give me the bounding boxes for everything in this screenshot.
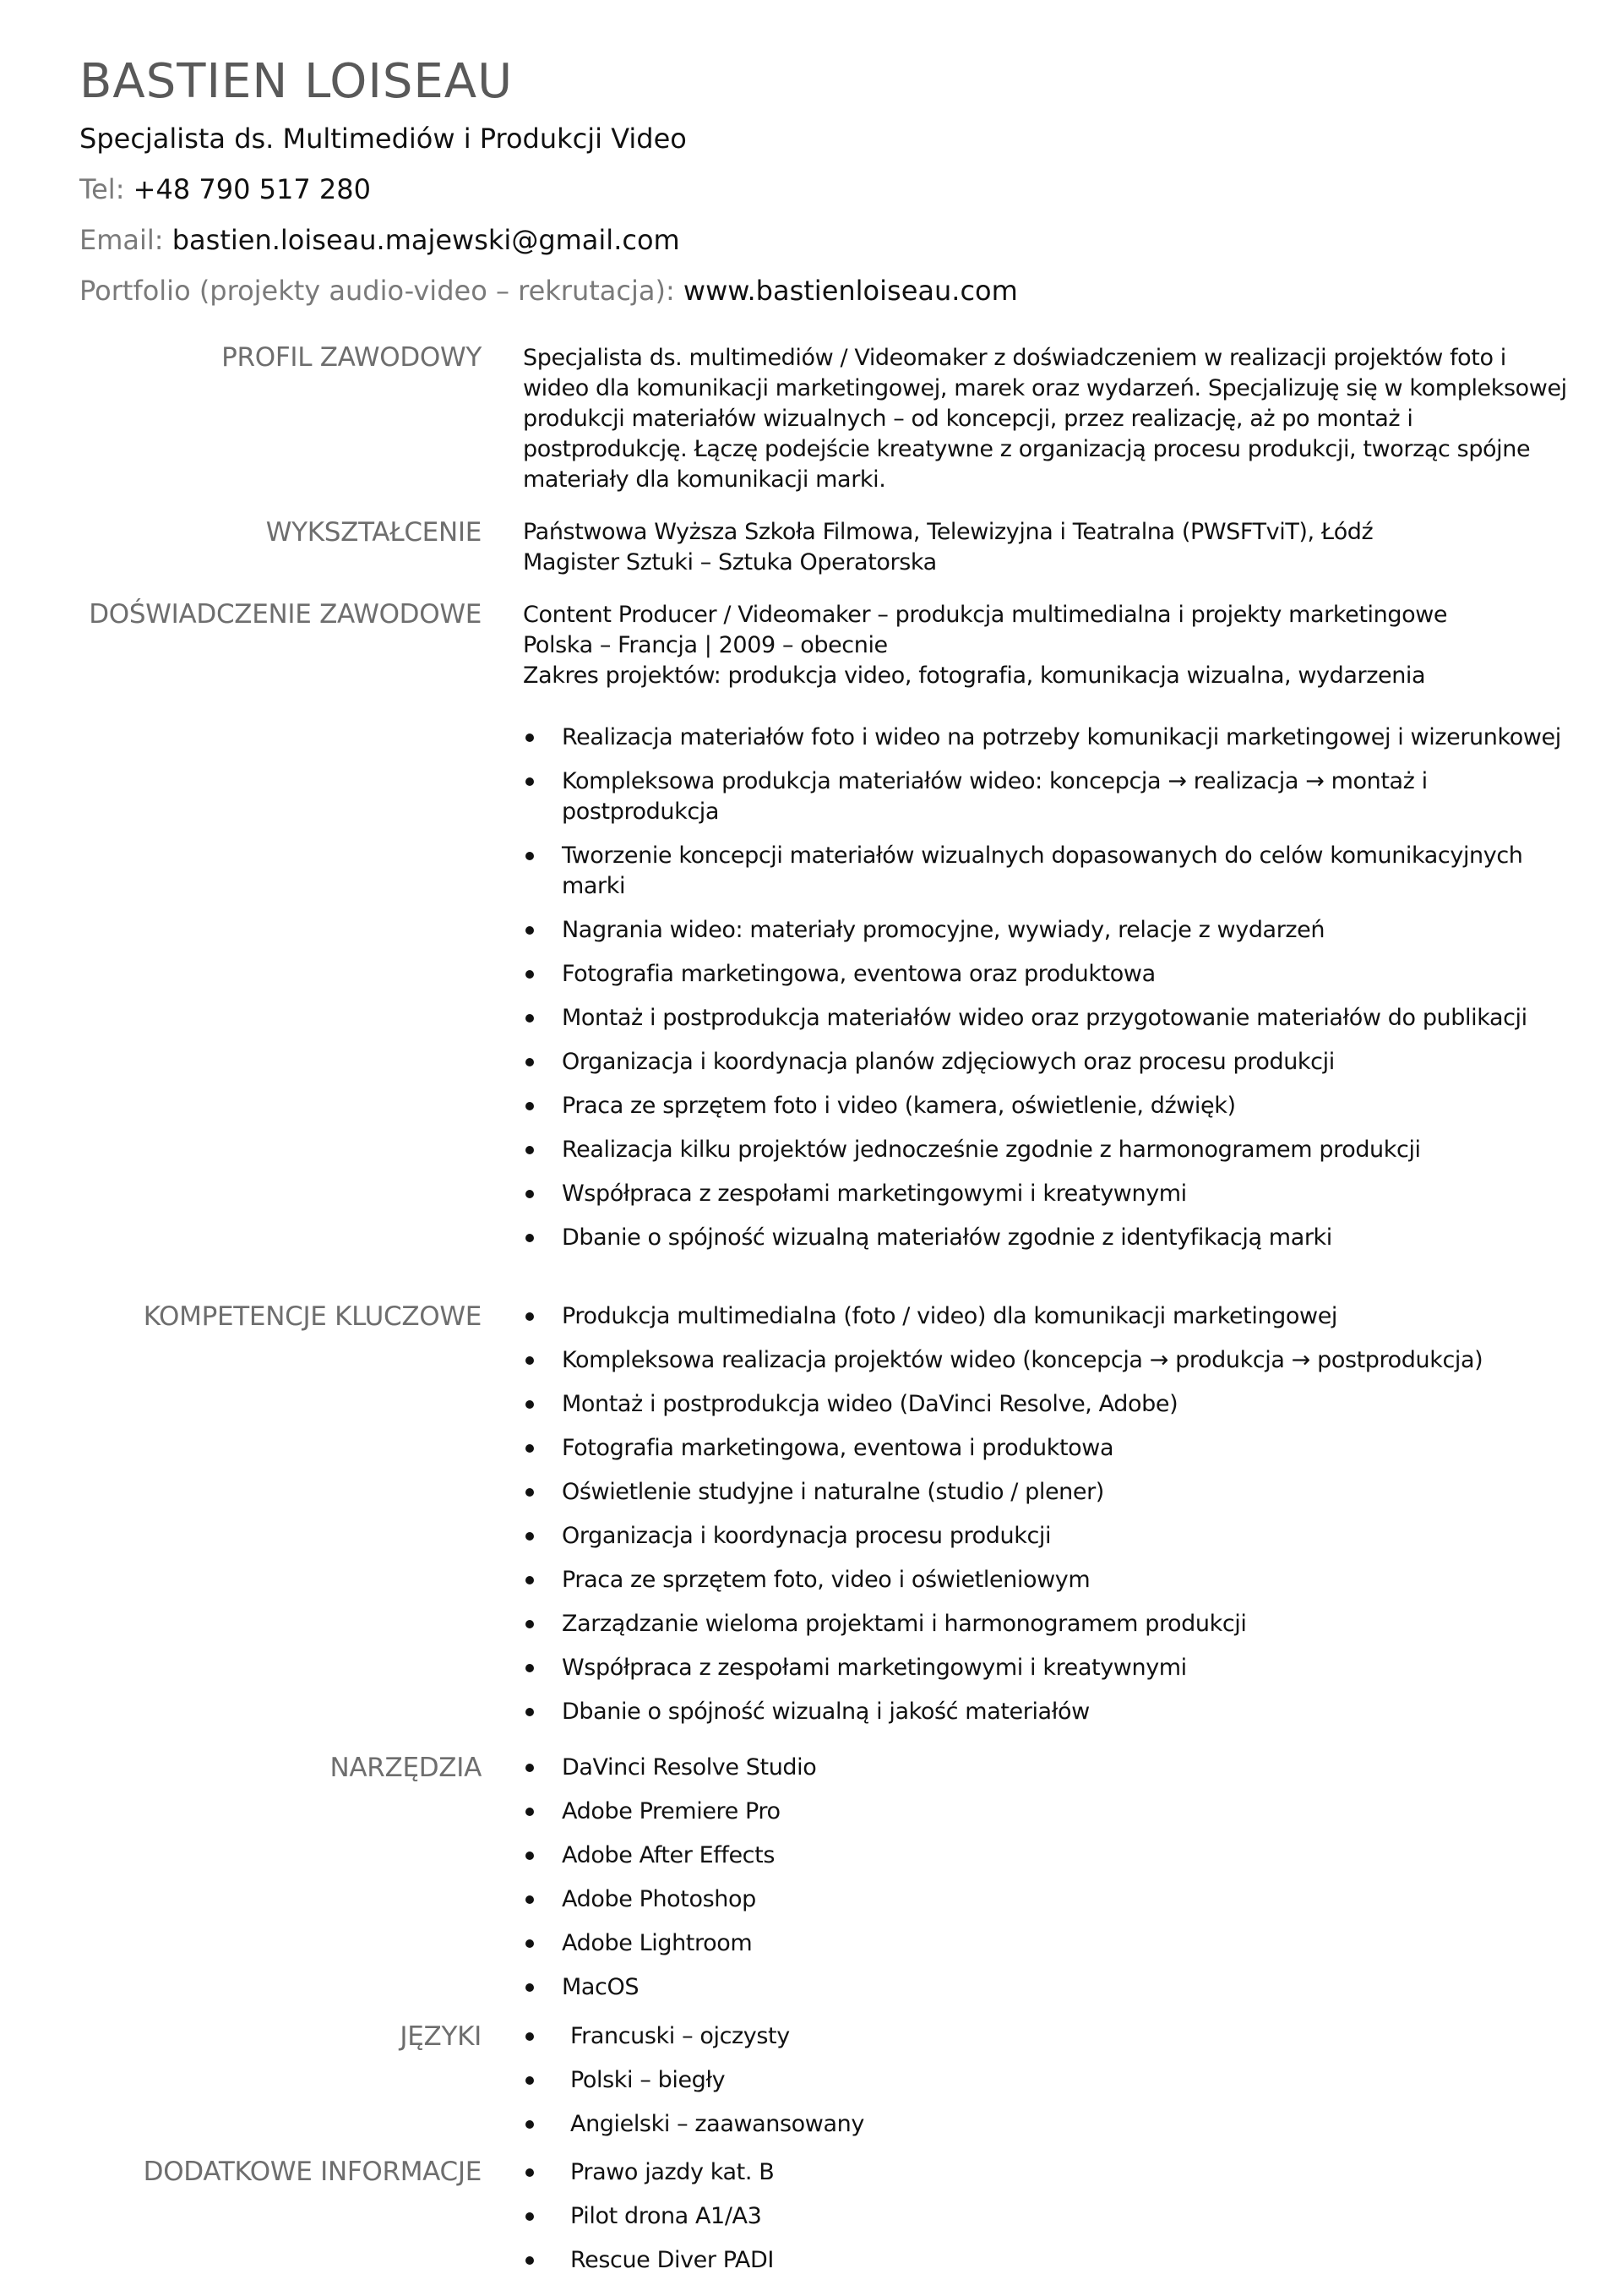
experience-list (523, 723, 1570, 1267)
education-degree: Magister Sztuki – Sztuka Operatorska (523, 549, 937, 575)
additional-list (523, 2157, 1570, 2289)
list-item: Fotografia marketingowa, eventowa oraz produktowa (523, 959, 1570, 990)
list-item: Współpraca z zespołami marketingowymi i kreatywnymi (523, 1179, 1570, 1209)
list-item: Nagrania wideo: materiały promocyjne, wywiady, relacje z wydarzeń (523, 915, 1570, 946)
section-title-education: WYKSZTAŁCENIE (265, 517, 482, 548)
phone-value[interactable]: +48 790 517 280 (133, 173, 371, 205)
section-title-tools: NARZĘDZIA (329, 1753, 482, 1783)
list-item: Tworzenie koncepcji materiałów wizualnych dopasowanych do celów komunikacyjnych marki (523, 841, 1570, 902)
list-item: Adobe Premiere Pro (523, 1797, 1570, 1827)
section-title-competencies: KOMPETENCJE KLUCZOWE (143, 1301, 482, 1332)
list-item: Praca ze sprzętem foto i video (kamera, oświetlenie, dźwięk) (523, 1091, 1570, 1121)
list-item: Oświetlenie studyjne i naturalne (studio / plener) (523, 1477, 1570, 1508)
education-school: Państwowa Wyższa Szkoła Filmowa, Telewizyjna i Teatralna (PWSFTviT), Łódź (523, 519, 1374, 545)
job-title: Specjalista ds. Multimediów i Produkcji Video (79, 123, 687, 155)
list-item: Współpraca z zespołami marketingowymi i kreatywnymi (523, 1653, 1570, 1683)
experience-header (523, 600, 1570, 691)
portfolio-line (79, 265, 1566, 316)
list-item: Produkcja multimedialna (foto / video) dla komunikacji marketingowej (523, 1301, 1570, 1332)
experience-position: Content Producer / Videomaker – produkcja multimedialna i projekty marketingowe (523, 602, 1448, 628)
education-block (523, 517, 1570, 578)
list-item: Adobe Photoshop (523, 1884, 1570, 1915)
list-item: Angielski – zaawansowany (523, 2109, 1570, 2140)
phone-line (79, 164, 1566, 215)
list-item: Organizacja i koordynacja procesu produkcji (523, 1521, 1570, 1552)
list-item: Zarządzanie wieloma projektami i harmonogramem produkcji (523, 1609, 1570, 1639)
profile-text: Specjalista ds. multimediów / Videomaker z doświadczeniem w realizacji projektów foto i wideo dla komunikacji marketingowej, marek oraz wydarzeń. Specjalizuję się w kompleksowej produkcji materiałów wizualnych – od koncepcji, przez realizację, aż po montaż i postprodukcję. Łączę podejście kreatywne z organizacją procesu produkcji, tworząc spójne materiały dla komunikacji marki. (523, 345, 1567, 493)
section-title-profile: PROFIL ZAWODOWY (221, 342, 482, 373)
list-item: Kompleksowa produkcja materiałów wideo: koncepcja → realizacja → montaż i postprodukcja (523, 766, 1570, 827)
tools-list (523, 1753, 1570, 2016)
list-item: Rescue Diver PADI (523, 2245, 1570, 2276)
email-line (79, 215, 1566, 265)
list-item: Kompleksowa realizacja projektów wideo (koncepcja → produkcja → postprodukcja) (523, 1345, 1570, 1376)
list-item: Adobe After Effects (523, 1841, 1570, 1871)
experience-scope: Zakres projektów: produkcja video, fotografia, komunikacja wizualna, wydarzenia (523, 663, 1426, 689)
list-item: Adobe Lightroom (523, 1928, 1570, 1959)
email-label: Email: (79, 224, 172, 256)
list-item: Pilot drona A1/A3 (523, 2201, 1570, 2232)
languages-list (523, 2021, 1570, 2153)
list-item: Polski – biegły (523, 2065, 1570, 2096)
competencies-list (523, 1301, 1570, 1741)
experience-period: Polska – Francja | 2009 – obecnie (523, 632, 888, 658)
list-item: Praca ze sprzętem foto, video i oświetleniowym (523, 1565, 1570, 1595)
candidate-name: BASTIEN LOISEAU (79, 54, 514, 109)
list-item: Francuski – ojczysty (523, 2021, 1570, 2052)
list-item: Fotografia marketingowa, eventowa i produktowa (523, 1433, 1570, 1464)
list-item: Dbanie o spójność wizualną materiałów zgodnie z identyfikacją marki (523, 1223, 1570, 1253)
section-title-languages: JĘZYKI (400, 2021, 482, 2052)
list-item: Montaż i postprodukcja wideo (DaVinci Resolve, Adobe) (523, 1389, 1570, 1420)
phone-label: Tel: (79, 173, 133, 205)
section-title-experience: DOŚWIADCZENIE ZAWODOWE (89, 599, 482, 630)
list-item: MacOS (523, 1972, 1570, 2003)
list-item: Realizacja kilku projektów jednocześnie zgodnie z harmonogramem produkcji (523, 1135, 1570, 1165)
portfolio-value[interactable]: www.bastienloiseau.com (683, 275, 1018, 307)
portfolio-label: Portfolio (projekty audio-video – rekrutacja): (79, 275, 683, 307)
list-item: Realizacja materiałów foto i wideo na potrzeby komunikacji marketingowej i wizerunkowej (523, 723, 1570, 753)
list-item: Dbanie o spójność wizualną i jakość materiałów (523, 1697, 1570, 1727)
list-item: Prawo jazdy kat. B (523, 2157, 1570, 2188)
list-item: DaVinci Resolve Studio (523, 1753, 1570, 1783)
header (79, 51, 1566, 316)
section-title-additional: DODATKOWE INFORMACJE (143, 2157, 482, 2187)
list-item: Montaż i postprodukcja materiałów wideo oraz przygotowanie materiałów do publikacji (523, 1003, 1570, 1033)
email-value[interactable]: bastien.loiseau.majewski@gmail.com (171, 224, 680, 256)
list-item: Organizacja i koordynacja planów zdjęciowych oraz procesu produkcji (523, 1047, 1570, 1077)
